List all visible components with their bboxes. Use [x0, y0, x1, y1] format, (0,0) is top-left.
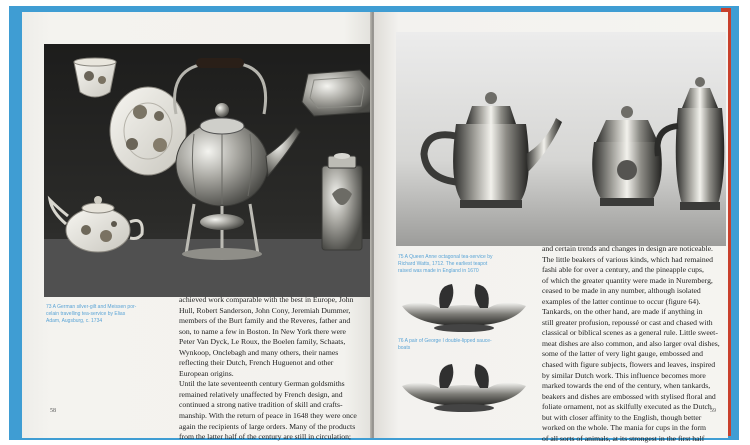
left-page [22, 12, 372, 442]
queen-anne-tea-service-illustration [396, 32, 726, 246]
text-line: still greater profusion, repoussé or cast and chased with [542, 317, 713, 327]
page-number-right: 59 [710, 408, 716, 414]
text-line: manship. With the return of peace in 1648 they were once [179, 411, 357, 421]
text-line: and certain trends and changes in design are noticeable. [542, 244, 713, 253]
text-line: some of the latter of very light gauge, embossed and [542, 349, 703, 359]
text-line: Wynkoop, Onclebagh and many others, their names [179, 347, 339, 357]
text-line: achieved work comparable with the best in Europe, John [179, 295, 354, 304]
tea-service-photo [44, 44, 374, 297]
text-line: reflecting their Dutch, French Huguenot and other [179, 358, 334, 368]
text-line: of which the greater quantity were made in Nuremberg, [542, 275, 713, 285]
text-line: fashi able for over a century, and the pineapple cups, [542, 265, 704, 275]
text-line: The little beakers of various kinds, which had remained [542, 254, 713, 264]
text-line: worked on the whole. The mania for cups in the form [542, 423, 707, 433]
text-line: but with closer affinity to the English, though better [542, 412, 702, 422]
text-line: examples of the latter continue to occur (figure 64). [542, 296, 701, 306]
sauceboat-photo-1 [400, 276, 528, 334]
text-line: continued a strong native tradition of skill and crafts- [179, 400, 343, 410]
sauceboat-illustration-1 [400, 276, 528, 334]
text-line: of all sorts of animals, at its strongest in the first half [542, 433, 705, 443]
right-body-text [542, 244, 720, 444]
text-line: chased with figure subjects, flowers and leaves, inspired [542, 360, 716, 370]
tea-service-illustration [44, 44, 374, 297]
text-line: Tankards, on the other hand, are made if anything in [542, 307, 703, 317]
text-line: son, to name a few in Boston. In New York there were [179, 326, 346, 336]
text-line: members of the Burt family and the Reveres, father and [179, 316, 351, 326]
text-line: again the recipients of large orders. Many of the products [179, 421, 356, 431]
sauceboat-illustration-2 [400, 354, 528, 414]
text-line: Peter Van Dyck, Le Roux, the Boelen family, Schaats, [179, 337, 346, 347]
right-page [374, 12, 728, 443]
text-line: remained relatively unaffected by French design, and [179, 389, 343, 399]
left-body-text [179, 295, 357, 443]
text-line: from the latter half of the century are still in circulation; [179, 432, 352, 442]
text-line: meat dishes are also common, and also larger oval dishes, [542, 338, 720, 348]
text-line: European origins. [179, 368, 234, 378]
queen-anne-tea-service-photo [396, 32, 726, 246]
text-line: marked towards the end of the century, when tankards, [542, 381, 711, 391]
right-caption-top: 75 A Queen Anne octagonal tea-service by Richard Watts, 1712. The earliest teapot raised was made in England in 1670 [398, 254, 493, 275]
text-line: Hull, Robert Sanderson, John Cony, Jeremiah Dummer, [179, 305, 351, 315]
text-line: by similar Dutch work. This influence becomes more [542, 370, 706, 380]
text-line: beakers and dishes are embossed with stylised floral and [542, 391, 716, 401]
sauceboat-photo-2 [400, 354, 528, 414]
left-caption: 73 A German silver-gilt and Meissen por- celain travelling tea-service by Elias Adam, Augsburg, c. 1734 [46, 304, 137, 325]
open-book [22, 12, 728, 443]
text-line: foliate ornament, not as skilfully executed as the Dutch [542, 402, 712, 412]
right-caption-bottom: 76 A pair of George I double-lipped sauce- boats [398, 338, 492, 352]
page-number-left: 58 [50, 408, 56, 414]
text-line: ceased to be made in any number, although isolated [542, 286, 701, 296]
text-line: classical or biblical scenes as a general rule. Little sweet- [542, 328, 718, 338]
text-line: Until the late seventeenth century German goldsmiths [179, 379, 345, 389]
